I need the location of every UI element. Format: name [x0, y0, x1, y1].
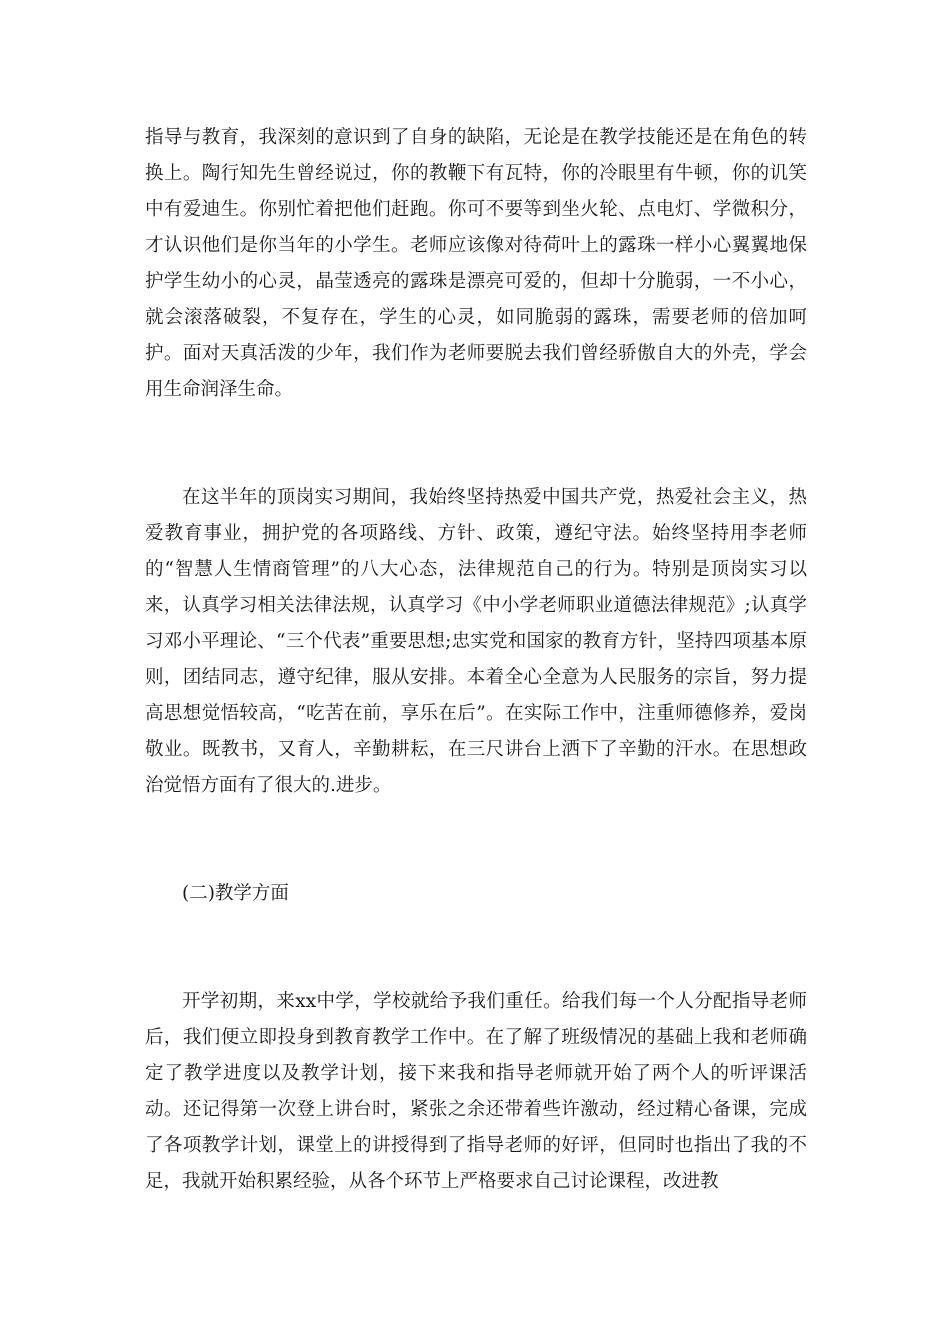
- paragraph-political-thought: 在这半年的顶岗实习期间，我始终坚持热爱中国共产党，热爱社会主义，热爱教育事业，拥护党的各项路线、方针、政策，遵纪守法。始终坚持用李老师的“智慧人生情商管理”的八大心态，法律规范自己的行为。特别是顶岗实习以来，认真学习相关法律法规，认真学习《中小学老师职业道德法律规范》;认真学习邓小平理论、“三个代表”重要思想;忠实党和国家的教育方针，坚持四项基本原则，团结同志，遵守纪律，服从安排。本着全心全意为人民服务的宗旨，努力提高思想觉悟较高，“吃苦在前，享乐在后”。在实际工作中，注重师德修养，爱岗敬业。既教书，又育人，辛勤耕耘，在三尺讲台上洒下了辛勤的汗水。在思想政治觉悟方面有了很大的.进步。: [145, 487, 807, 796]
- document-body: [145, 120, 807, 1200]
- paragraph-teaching-start: 开学初期，来xx中学，学校就给予我们重任。给我们每一个人分配指导老师后，我们便立即投身到教育教学工作中。在了解了班级情况的基础上我和老师确定了教学进度以及教学计划，接下来我和指导老师就开始了两个人的听评课活动。还记得第一次登上讲台时，紧张之余还带着些许激动，经过精心备课，完成了各项教学计划，课堂上的讲授得到了指导老师的好评，但同时也指出了我的不足，我就开始积累经验，从各个环节上严格要求自己讨论课程，改进教: [145, 991, 807, 1192]
- paragraph-teaching-reflection: 指导与教育，我深刻的意识到了自身的缺陷，无论是在教学技能还是在角色的转换上。陶行知先生曾经说过，你的教鞭下有瓦特，你的冷眼里有牛顿，你的讥笑中有爱迪生。你别忙着把他们赶跑。你可不要等到坐火轮、点电灯、学微积分，才认识他们是你当年的小学生。老师应该像对待荷叶上的露珠一样小心翼翼地保护学生幼小的心灵，晶莹透亮的露珠是漂亮可爱的，但却十分脆弱，一不小心，就会滚落破裂，不复存在，学生的心灵，如同脆弱的露珠，需要老师的倍加呵护。面对天真活泼的少年，我们作为老师要脱去我们曾经骄傲自大的外壳，学会用生命润泽生命。: [145, 127, 807, 400]
- section-heading-teaching: (二)教学方面: [182, 883, 289, 904]
